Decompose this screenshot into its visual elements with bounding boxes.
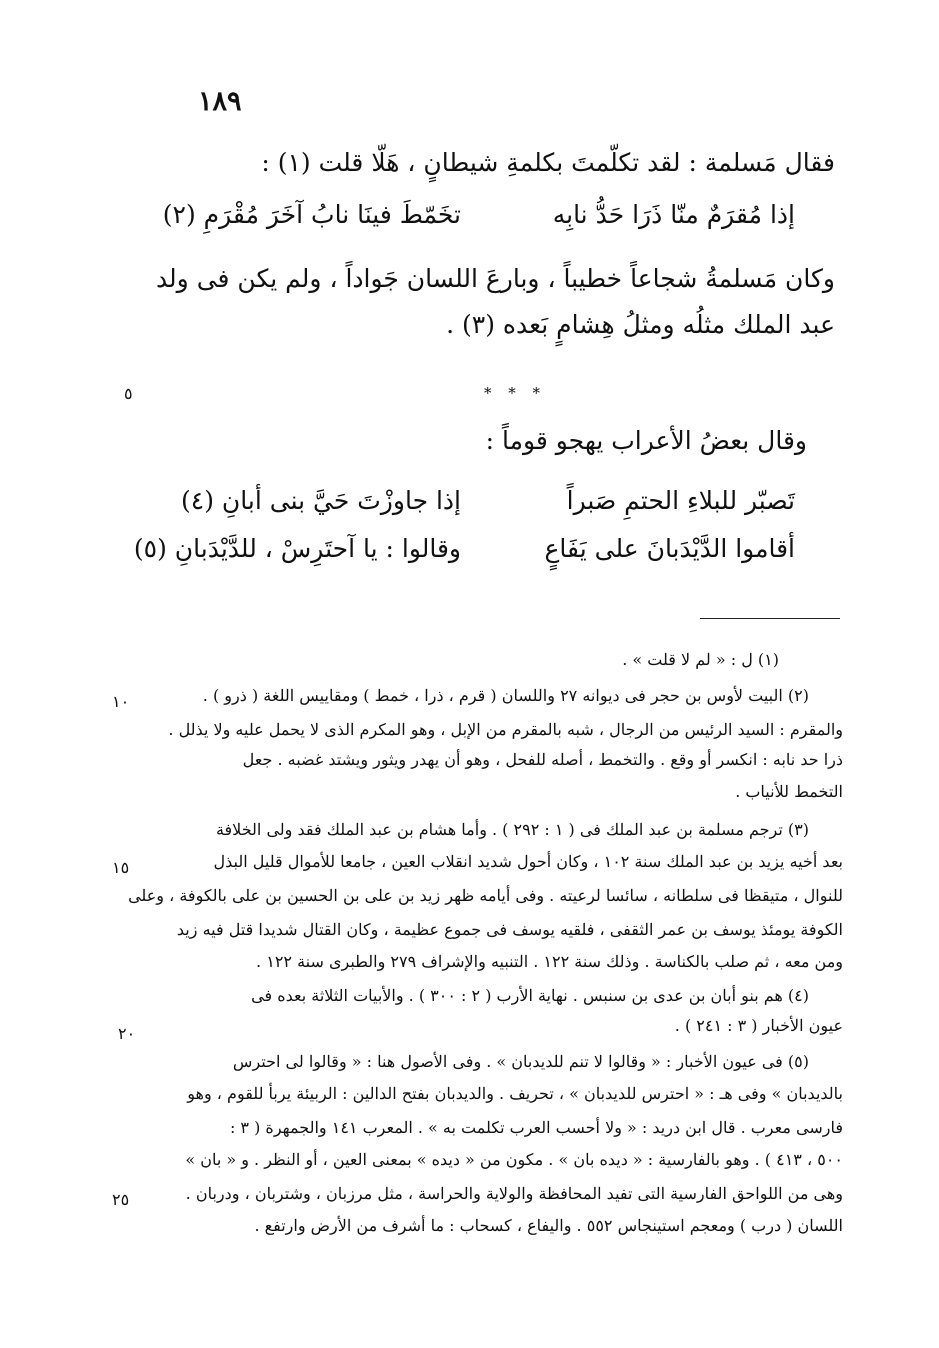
footnote-line: (١) ل : « لم لا قلت » . [622, 650, 779, 669]
verse-2-first-hemistich: تَصبّر للبلاءِ الحتمِ صَبراً [566, 486, 795, 515]
footnote-line: ٥٠٠ ، ٤١٣ ) . وهو بالفارسية : « ديده بان » . مكون من « ديده » بمعنى العين ، أو النظر . و « بان » [185, 1150, 843, 1169]
footnote-line: ذرا حد نابه : انكسر أو وقع . والتخمط ، أصله للفحل ، وهو أن يهدر ويثور ويشتد غضبه . جعل [242, 750, 843, 769]
footnote-line: والمقرم : السيد الرئيس من الرجال ، شبه بالمقرم من الإبل ، وهو المكرم الذى لا يحمل عليه ولا يذلل . [168, 720, 843, 739]
footnote-divider [700, 618, 840, 619]
line-number: ١٠ [112, 692, 130, 711]
intro-line-2: وقال بعضُ الأعراب يهجو قوماً : [485, 426, 807, 455]
footnote-line: التخمط للأنياب . [735, 782, 843, 801]
verse-1-first-hemistich: إذا مُقرَمٌ منّا ذَرَا حَدُّ نابِه [552, 200, 795, 229]
verse-3-second-hemistich: وقالوا : يا آحتَرِسْ ، للدَّيْدَبانِ (٥) [133, 534, 461, 563]
footnote-line: اللسان ( درب ) ومعجم استينجاس ٥٥٢ . واليفاع ، كسحاب : ما أشرف من الأرض وارتفع . [254, 1216, 843, 1235]
footnote-line: (٥) فى عيون الأخبار : « وقالوا لا تنم للديدبان » . وفى الأصول هنا : « وقالوا لى احترس [232, 1052, 809, 1071]
paragraph-line-1: وكان مَسلمةُ شجاعاً خطيباً ، وبارعَ اللسان جَواداً ، ولم يكن فى ولد [155, 264, 835, 293]
verse-2-second-hemistich: إذا جاوزْتَ حَيَّ بنى أبانِ (٤) [181, 486, 461, 515]
paragraph-line-2: عبد الملك مثلُه ومثلُ هِشامٍ بَعده (٣) . [446, 310, 835, 339]
footnote-line: بعد أخيه يزيد بن عبد الملك سنة ١٠٢ ، وكان أحول شديد انقلاب العين ، جامعا للأموال قليل البذل [213, 852, 843, 871]
line-number: ١٥ [112, 858, 130, 877]
footnote-line: للنوال ، متيقظا فى سلطانه ، سائسا لرعيته . وفى أيامه ظهر زيد بن على بن الحسين بن على بالكوفة ، وعلى [128, 886, 843, 905]
page-number: ١٨٩ [198, 86, 242, 117]
footnote-line: الكوفة يومئذ يوسف بن عمر الثقفى ، فلقيه يوسف فى جموع عظيمة ، وكان القتال شديدا قتل فيه زيد [176, 920, 843, 939]
line-number: ٢٠ [118, 1024, 136, 1043]
footnote-line: (٣) ترجم مسلمة بن عبد الملك فى ( ١ : ٢٩٢ ) . وأما هشام بن عبد الملك فقد ولى الخلافة [215, 820, 809, 839]
footnote-line: ومن معه ، ثم صلب بالكناسة . وذلك سنة ١٢٢ . التنبيه والإشراف ٢٧٩ والطبرى سنة ١٢٢ . [256, 952, 843, 971]
verse-1-second-hemistich: تخَمّطَ فينَا نابُ آخَرَ مُقْرَمِ (٢) [162, 200, 461, 229]
intro-line-1: فقال مَسلمة : لقد تكلّمتَ بكلمةِ شيطانٍ ، هَلّا قلت (١) : [261, 148, 835, 177]
footnote-line: وهى من اللواحق الفارسية التى تفيد المحافظة والولاية والحراسة ، مثل مرزبان ، وشتربان ، ودربان . [185, 1184, 843, 1203]
verse-3-first-hemistich: أقاموا الدَّيْدَبانَ على يَفَاعٍ [544, 534, 795, 563]
section-separator: * * * [484, 384, 547, 402]
footnote-line: (٤) هم بنو أبان بن عدى بن سنبس . نهاية الأرب ( ٢ : ٣٠٠ ) . والأبيات الثلاثة بعده فى [251, 986, 809, 1005]
line-number: ٢٥ [112, 1190, 130, 1209]
footnote-line: بالديدبان » وفى هـ : « احترس للديدبان » ، تحريف . والديدبان بفتح الدالين : الربيئة يربأ للقوم ، وهو [187, 1084, 843, 1103]
footnote-line: فارسى معرب . قال ابن دريد : « ولا أحسب العرب تكلمت به » . المعرب ١٤١ والجمهرة ( ٣ : [229, 1118, 843, 1137]
footnote-line: عيون الأخبار ( ٣ : ٢٤١ ) . [674, 1016, 843, 1035]
line-number: ٥ [124, 384, 133, 403]
footnote-line: (٢) البيت لأوس بن حجر فى ديوانه ٢٧ واللسان ( قرم ، ذرا ، خمط ) ومقاييس اللغة ( ذرو ) . [202, 686, 809, 705]
